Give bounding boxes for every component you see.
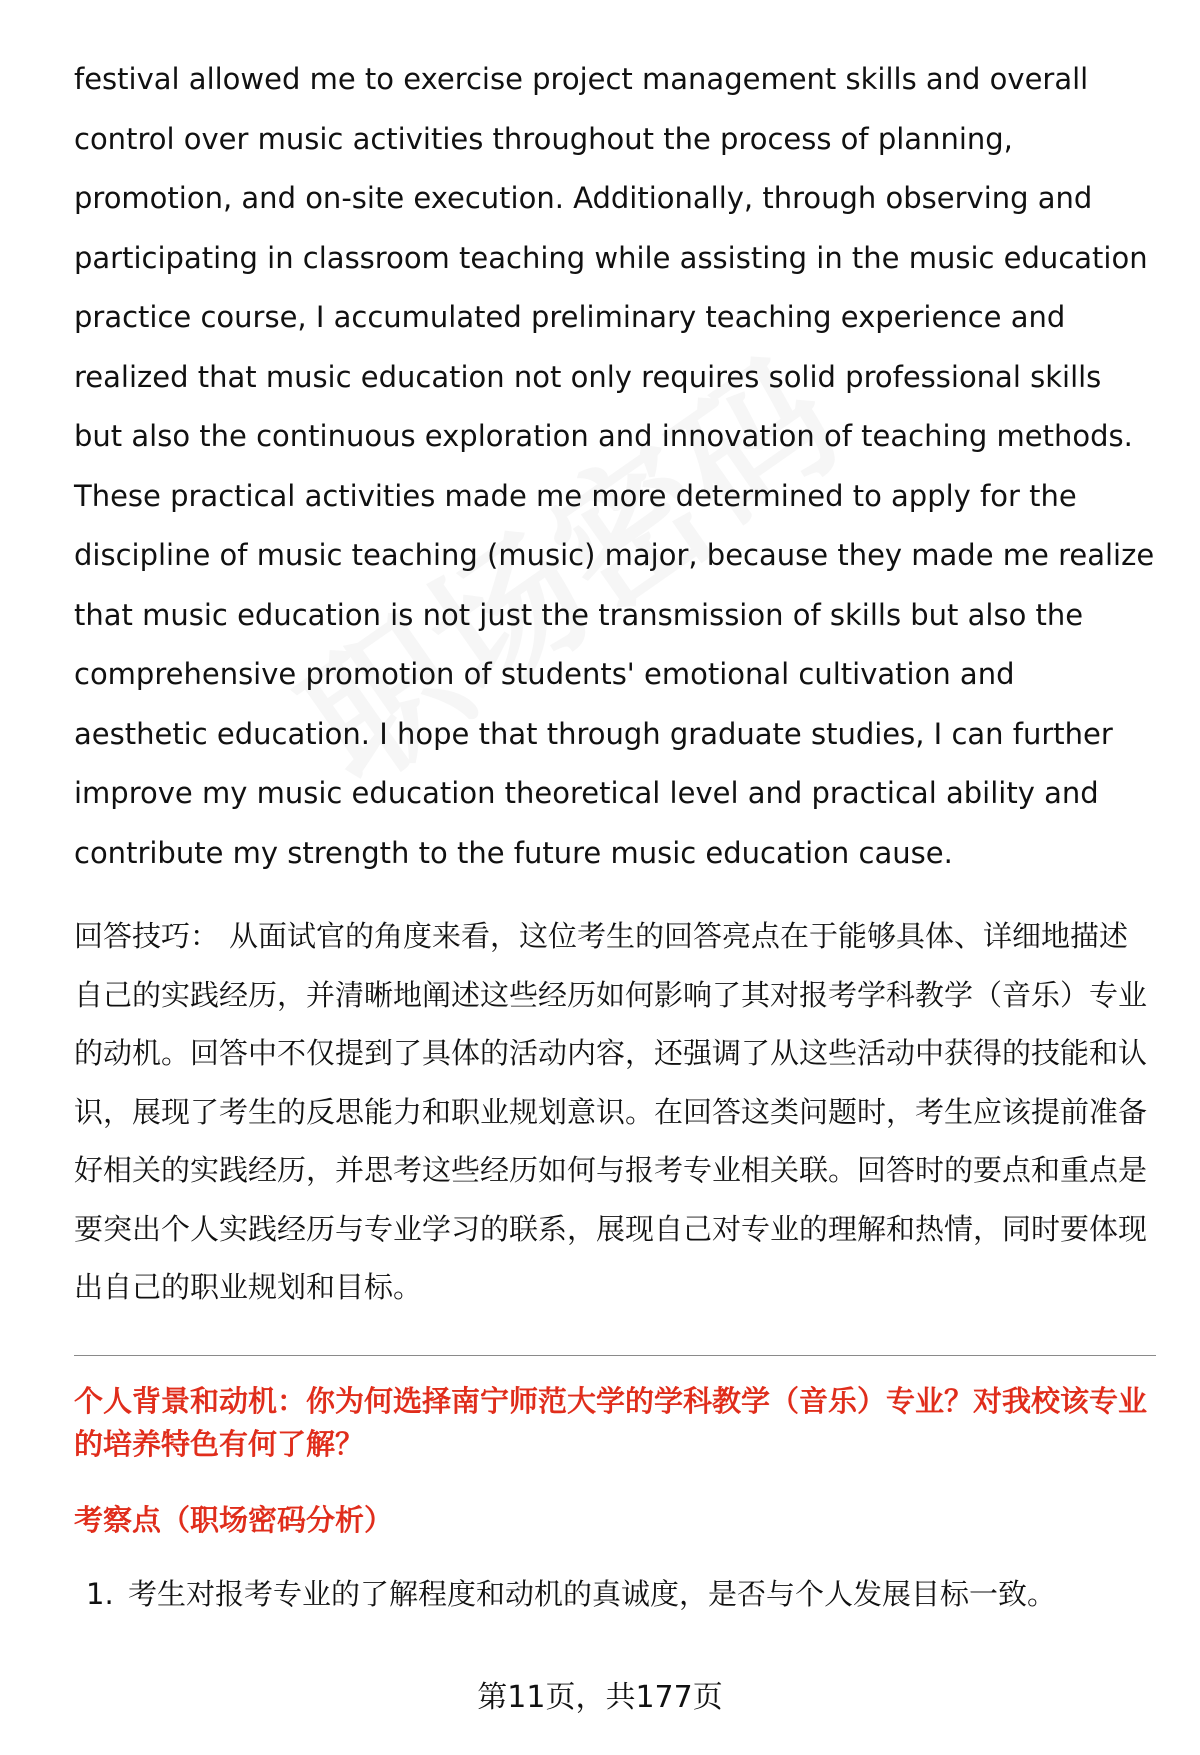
list-item-number: 1.: [86, 1576, 114, 1611]
page-content: [74, 50, 1156, 1614]
question-heading: 个人背景和动机：你为何选择南宁师范大学的学科教学（音乐）专业？对我校该专业的培养特色有何了解？: [74, 1383, 1148, 1461]
answer-tips-text: 从面试官的角度来看，这位考生的回答亮点在于能够具体、详细地描述自己的实践经历，并清晰地阐述这些经历如何影响了其对报考学科教学（音乐）专业的动机。回答中不仅提到了具体的活动内容，还强调了从这些活动中获得的技能和认识，展现了考生的反思能力和职业规划意识。在回答这类问题时，考生应该提前准备好相关的实践经历，并思考这些经历如何与报考专业相关联。回答时的要点和重点是要突出个人实践经历与专业学习的联系，展现自己对专业的理解和热情，同时要体现出自己的职业规划和目标。: [74, 919, 1148, 1304]
assessment-heading: 考察点（职场密码分析）: [74, 1502, 394, 1537]
page-number: 第11页，共177页: [477, 1680, 723, 1715]
assessment-list: [74, 1574, 1156, 1614]
answer-tips-paragraph: [74, 907, 1156, 1317]
english-answer-paragraph: festival allowed me to exercise project management skills and overall control over music activities throughout the process of planning, promotion, and on-site execution. Additionally, through observing and participating in classroom teaching while assisting in the music education practice course, I accumulated preliminary teaching experience and realized that music education not only requires solid professional skills but also the continuous exploration and innovation of teaching methods. These practical activities made me more determined to apply for the discipline of music teaching (music) major, because they made me realize that music education is not just the transmission of skills but also the comprehensive promotion of students' emotional cultivation and aesthetic education. I hope that through graduate studies, I can further improve my music education theoretical level and practical ability and contribute my strength to the future music education cause.: [74, 62, 1155, 870]
list-item-text: 考生对报考专业的了解程度和动机的真诚度，是否与个人发展目标一致。: [128, 1576, 1057, 1611]
list-item: [86, 1574, 1156, 1614]
answer-tips-label: 回答技巧：: [74, 919, 220, 953]
section-divider: [74, 1355, 1156, 1356]
